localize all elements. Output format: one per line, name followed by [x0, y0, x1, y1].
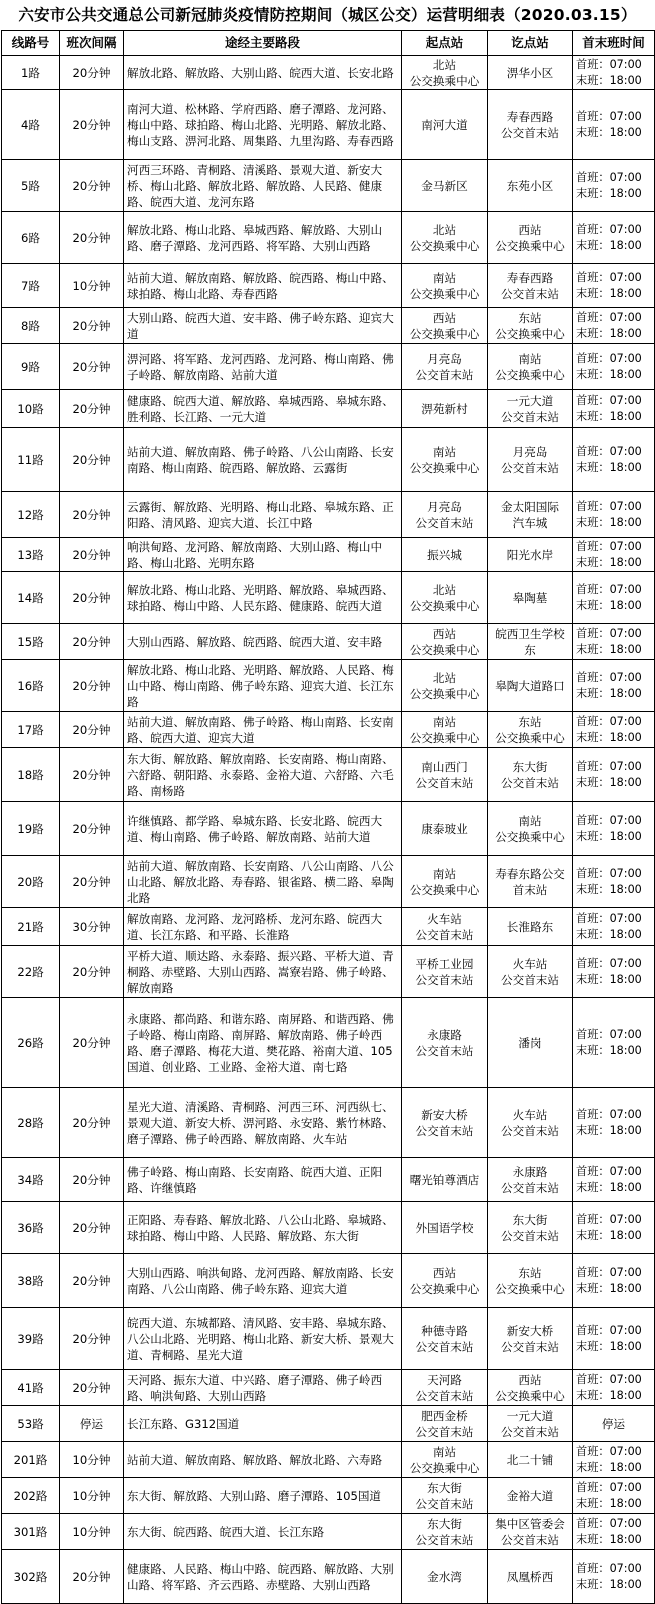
- end-station-cell: 皖西卫生学校东: [488, 624, 573, 660]
- route-cell: 解放北路、梅山北路、光明路、解放路、人民路、梅山中路、梅山南路、佛子岭东路、迎宾大道、长江东路: [124, 660, 402, 712]
- first-bus-time: 首班：07:00: [576, 1516, 642, 1530]
- service-times-cell: [573, 1088, 655, 1158]
- first-bus-time: 首班：07:00: [576, 956, 642, 970]
- end-station-cell: 皋陶墓: [488, 572, 573, 624]
- first-bus-time: 首班：07:00: [576, 1164, 642, 1178]
- start-station-cell: 月亮岛 公交首末站: [402, 344, 488, 390]
- table-row: [2, 748, 655, 802]
- end-station-cell: 东站 公交换乘中心: [488, 712, 573, 748]
- interval-cell: 20分钟: [60, 660, 124, 712]
- interval-cell: 20分钟: [60, 1202, 124, 1254]
- route-cell: 天河路、振东大道、中兴路、磨子潭路、佛子岭西路、响洪甸路、大别山西路: [124, 1370, 402, 1406]
- start-station-cell: 西站 公交换乘中心: [402, 308, 488, 344]
- interval-cell: 20分钟: [60, 212, 124, 264]
- start-station-cell: 曙光铂尊酒店: [402, 1158, 488, 1202]
- table-row: [2, 90, 655, 160]
- first-bus-time: 首班：07:00: [576, 1561, 642, 1575]
- start-station-cell: 肥西金桥 公交首末站: [402, 1406, 488, 1442]
- line-number-cell: 12路: [2, 492, 60, 538]
- interval-cell: 20分钟: [60, 492, 124, 538]
- end-station-cell: 新安大桥 公交首末站: [488, 1308, 573, 1370]
- first-bus-time: 首班：07:00: [576, 222, 642, 236]
- end-station-cell: 东站 公交换乘中心: [488, 308, 573, 344]
- service-times-cell: [573, 1550, 655, 1604]
- line-number-cell: 11路: [2, 428, 60, 492]
- start-station-cell: 南站 公交换乘中心: [402, 712, 488, 748]
- table-header-row: [2, 31, 655, 56]
- line-number-cell: 10路: [2, 390, 60, 428]
- service-times-cell: [573, 624, 655, 660]
- table-row: [2, 802, 655, 856]
- first-bus-time: 首班：07:00: [576, 582, 642, 596]
- table-row: [2, 160, 655, 212]
- start-station-cell: 北站 公交换乘中心: [402, 660, 488, 712]
- last-bus-time: 末班：18:00: [576, 515, 642, 529]
- start-station-cell: 平桥工业园 公交首末站: [402, 946, 488, 998]
- service-times-cell: [573, 160, 655, 212]
- table-row: [2, 1370, 655, 1406]
- header-end-station: 讫点站: [488, 31, 573, 56]
- first-bus-time: 首班：07:00: [576, 759, 642, 773]
- table-row: [2, 856, 655, 908]
- first-bus-time: 首班：07:00: [576, 1372, 642, 1386]
- table-row: [2, 538, 655, 572]
- line-number-cell: 9路: [2, 344, 60, 390]
- interval-cell: 20分钟: [60, 1254, 124, 1308]
- start-station-cell: 南山西门 公交首末站: [402, 748, 488, 802]
- table-row: [2, 492, 655, 538]
- first-bus-time: 首班：07:00: [576, 170, 642, 184]
- line-number-cell: 39路: [2, 1308, 60, 1370]
- route-cell: 站前大道、解放南路、长安南路、八公山南路、八公山北路、解放北路、寿春路、银雀路、横二路、皋陶北路: [124, 856, 402, 908]
- line-number-cell: 21路: [2, 908, 60, 946]
- last-bus-time: 末班：18:00: [576, 1180, 642, 1194]
- first-bus-time: 首班：07:00: [576, 539, 642, 553]
- interval-cell: 30分钟: [60, 908, 124, 946]
- table-row: [2, 1442, 655, 1478]
- table-row: [2, 1406, 655, 1442]
- route-cell: 解放南路、龙河路、龙河路桥、龙河东路、皖西大道、长江东路、和平路、长淮路: [124, 908, 402, 946]
- table-row: [2, 998, 655, 1088]
- last-bus-time: 末班：18:00: [576, 686, 642, 700]
- route-cell: 南河大道、松林路、学府西路、磨子潭路、龙河路、梅山中路、球拍路、梅山北路、光明路、解放北路、梅山支路、淠河北路、周集路、九里沟路、寿春西路: [124, 90, 402, 160]
- interval-cell: 20分钟: [60, 390, 124, 428]
- table-row: [2, 308, 655, 344]
- header-service-times: 首末班时间: [573, 31, 655, 56]
- route-cell: 解放北路、梅山北路、皋城西路、解放路、大别山路、磨子潭路、龙河西路、将军路、大别山西路: [124, 212, 402, 264]
- table-row: [2, 1254, 655, 1308]
- route-cell: 东大街、解放路、解放南路、长安南路、梅山南路、六舒路、朝阳路、永泰路、金裕大道、六舒路、六毛路、南杨路: [124, 748, 402, 802]
- route-cell: 大别山西路、响洪甸路、龙河西路、解放南路、长安南路、八公山南路、佛子岭东路、迎宾大道: [124, 1254, 402, 1308]
- interval-cell: 停运: [60, 1406, 124, 1442]
- start-station-cell: 天河路 公交首末站: [402, 1370, 488, 1406]
- start-station-cell: 南站 公交换乘中心: [402, 264, 488, 308]
- end-station-cell: 潘岗: [488, 998, 573, 1088]
- last-bus-time: 末班：18:00: [576, 730, 642, 744]
- first-bus-time: 首班：07:00: [576, 866, 642, 880]
- interval-cell: 20分钟: [60, 90, 124, 160]
- table-row: [2, 660, 655, 712]
- table-row: [2, 1158, 655, 1202]
- service-times-cell: [573, 390, 655, 428]
- table-row: [2, 390, 655, 428]
- service-times-cell: [573, 344, 655, 390]
- line-number-cell: 302路: [2, 1550, 60, 1604]
- start-station-cell: 南站 公交换乘中心: [402, 856, 488, 908]
- service-times-cell: [573, 1202, 655, 1254]
- route-cell: 站前大道、解放南路、佛子岭路、八公山南路、长安南路、梅山南路、皖西路、解放路、云露街: [124, 428, 402, 492]
- end-station-cell: 西站 公交换乘中心: [488, 1370, 573, 1406]
- line-number-cell: 15路: [2, 624, 60, 660]
- last-bus-time: 末班：18:00: [576, 286, 642, 300]
- header-interval: 班次间隔: [60, 31, 124, 56]
- route-cell: 东大街、皖西路、皖西大道、长江东路: [124, 1514, 402, 1550]
- start-station-cell: 火车站 公交首末站: [402, 908, 488, 946]
- route-cell: 解放北路、解放路、大别山路、皖西大道、长安北路: [124, 56, 402, 90]
- last-bus-time: 末班：18:00: [576, 409, 642, 423]
- end-station-cell: 一元大道 公交首末站: [488, 1406, 573, 1442]
- first-bus-time: 首班：07:00: [576, 310, 642, 324]
- interval-cell: 20分钟: [60, 1088, 124, 1158]
- start-station-cell: 种德寺路 公交首末站: [402, 1308, 488, 1370]
- last-bus-time: 末班：18:00: [576, 1496, 642, 1510]
- route-cell: 长江东路、G312国道: [124, 1406, 402, 1442]
- route-cell: 大别山西路、解放路、皖西路、皖西大道、安丰路: [124, 624, 402, 660]
- service-times-cell: [573, 538, 655, 572]
- first-bus-time: 首班：07:00: [576, 714, 642, 728]
- last-bus-time: 末班：18:00: [576, 927, 642, 941]
- table-row: [2, 56, 655, 90]
- end-station-cell: 北二十铺: [488, 1442, 573, 1478]
- line-number-cell: 19路: [2, 802, 60, 856]
- line-number-cell: 7路: [2, 264, 60, 308]
- route-cell: 健康路、人民路、梅山中路、皖西路、解放路、大别山路、将军路、齐云西路、赤壁路、大别山西路: [124, 1550, 402, 1604]
- end-station-cell: 寿春西路 公交首末站: [488, 90, 573, 160]
- interval-cell: 20分钟: [60, 572, 124, 624]
- start-station-cell: 金马新区: [402, 160, 488, 212]
- line-number-cell: 14路: [2, 572, 60, 624]
- interval-cell: 20分钟: [60, 56, 124, 90]
- route-cell: 河西三环路、青桐路、清溪路、景观大道、新安大桥、梅山北路、解放北路、解放路、人民路、健康路、皖西大道、龙河东路: [124, 160, 402, 212]
- first-bus-time: 首班：07:00: [576, 1265, 642, 1279]
- end-station-cell: 阳光水岸: [488, 538, 573, 572]
- interval-cell: 10分钟: [60, 1514, 124, 1550]
- service-times-cell: [573, 946, 655, 998]
- last-bus-time: 末班：18:00: [576, 829, 642, 843]
- interval-cell: 20分钟: [60, 624, 124, 660]
- last-bus-time: 末班：18:00: [576, 367, 642, 381]
- table-row: [2, 1088, 655, 1158]
- line-number-cell: 301路: [2, 1514, 60, 1550]
- interval-cell: 20分钟: [60, 308, 124, 344]
- start-station-cell: 南河大道: [402, 90, 488, 160]
- table-row: [2, 344, 655, 390]
- start-station-cell: 南站 公交换乘中心: [402, 1442, 488, 1478]
- last-bus-time: 末班：18:00: [576, 326, 642, 340]
- service-times-cell: [573, 428, 655, 492]
- table-row: [2, 572, 655, 624]
- start-station-cell: 南站 公交换乘中心: [402, 428, 488, 492]
- line-number-cell: 4路: [2, 90, 60, 160]
- first-bus-time: 首班：07:00: [576, 1480, 642, 1494]
- first-bus-time: 首班：07:00: [576, 1212, 642, 1226]
- service-times-cell: [573, 212, 655, 264]
- schedule-table: [1, 30, 655, 1604]
- route-cell: 东大街、解放路、大别山路、磨子潭路、105国道: [124, 1478, 402, 1514]
- interval-cell: 20分钟: [60, 946, 124, 998]
- end-station-cell: 东大街 公交首末站: [488, 1202, 573, 1254]
- service-times-cell: [573, 802, 655, 856]
- service-times-cell: [573, 748, 655, 802]
- service-times-cell: [573, 572, 655, 624]
- route-cell: 许继慎路、都学路、皋城东路、长安北路、皖西大道、梅山南路、佛子岭路、解放南路、站前大道: [124, 802, 402, 856]
- end-station-cell: 皋陶大道路口: [488, 660, 573, 712]
- end-station-cell: 火车站 公交首末站: [488, 946, 573, 998]
- line-number-cell: 8路: [2, 308, 60, 344]
- line-number-cell: 20路: [2, 856, 60, 908]
- end-station-cell: 东大街 公交首末站: [488, 748, 573, 802]
- interval-cell: 20分钟: [60, 802, 124, 856]
- start-station-cell: 淠苑新村: [402, 390, 488, 428]
- end-station-cell: 南站 公交换乘中心: [488, 344, 573, 390]
- last-bus-time: 末班：18:00: [576, 882, 642, 896]
- service-times-cell: [573, 712, 655, 748]
- route-cell: 淠河路、将军路、龙河西路、龙河路、梅山南路、佛子岭路、解放南路、站前大道: [124, 344, 402, 390]
- last-bus-time: 末班：18:00: [576, 1123, 642, 1137]
- last-bus-time: 末班：18:00: [576, 125, 642, 139]
- interval-cell: 20分钟: [60, 748, 124, 802]
- line-number-cell: 41路: [2, 1370, 60, 1406]
- last-bus-time: 末班：18:00: [576, 1460, 642, 1474]
- header-start-station: 起点站: [402, 31, 488, 56]
- last-bus-time: 末班：18:00: [576, 460, 642, 474]
- table-row: [2, 1308, 655, 1370]
- end-station-cell: 金裕大道: [488, 1478, 573, 1514]
- route-cell: 星光大道、清溪路、青桐路、河西三环、河西纵七、景观大道、新安大桥、淠河路、永安路、紫竹林路、磨子潭路、佛子岭西路、解放南路、火车站: [124, 1088, 402, 1158]
- table-row: [2, 1478, 655, 1514]
- route-cell: 站前大道、解放南路、佛子岭路、梅山南路、长安南路、皖西大道、迎宾大道: [124, 712, 402, 748]
- line-number-cell: 6路: [2, 212, 60, 264]
- service-times-cell: [573, 308, 655, 344]
- service-times-cell: [573, 1514, 655, 1550]
- first-bus-time: 首班：07:00: [576, 499, 642, 513]
- first-bus-time: 首班：07:00: [576, 57, 642, 71]
- first-bus-time: 首班：07:00: [576, 109, 642, 123]
- interval-cell: 20分钟: [60, 1158, 124, 1202]
- first-bus-time: 首班：07:00: [576, 911, 642, 925]
- end-station-cell: 长淮路东: [488, 908, 573, 946]
- last-bus-time: 末班：18:00: [576, 1339, 642, 1353]
- end-station-cell: 寿春东路公交 首末站: [488, 856, 573, 908]
- end-station-cell: 寿春西路 公交首末站: [488, 264, 573, 308]
- first-bus-time: 首班：07:00: [576, 813, 642, 827]
- route-cell: 永康路、都尚路、和谐东路、南屏路、和谐西路、佛子岭路、梅山南路、南屏路、解放南路、佛子岭西路、磨子潭路、梅花大道、樊花路、裕南大道、105国道、创业路、工业路、金裕大道、南七路: [124, 998, 402, 1088]
- start-station-cell: 东大街 公交首末站: [402, 1478, 488, 1514]
- first-bus-time: 首班：07:00: [576, 393, 642, 407]
- end-station-cell: 集中区管委会 公交首末站: [488, 1514, 573, 1550]
- route-cell: 站前大道、解放南路、解放路、解放北路、六寿路: [124, 1442, 402, 1478]
- table-row: [2, 946, 655, 998]
- last-bus-time: 末班：18:00: [576, 972, 642, 986]
- service-times-cell: 停运: [573, 1406, 655, 1442]
- last-bus-time: 末班：18:00: [576, 598, 642, 612]
- line-number-cell: 17路: [2, 712, 60, 748]
- route-cell: 解放北路、梅山北路、光明路、解放路、皋城西路、球拍路、梅山中路、人民东路、健康路、皖西大道: [124, 572, 402, 624]
- route-cell: 响洪甸路、龙河路、解放南路、大别山路、梅山中路、梅山北路、光明东路: [124, 538, 402, 572]
- line-number-cell: 22路: [2, 946, 60, 998]
- line-number-cell: 18路: [2, 748, 60, 802]
- table-row: [2, 624, 655, 660]
- start-station-cell: 北站 公交换乘中心: [402, 56, 488, 90]
- route-cell: 皖西大道、东城都路、清风路、安丰路、皋城东路、八公山北路、光明路、梅山北路、新安大桥、景观大道、青桐路、星光大道: [124, 1308, 402, 1370]
- service-times-cell: [573, 1158, 655, 1202]
- start-station-cell: 西站 公交换乘中心: [402, 1254, 488, 1308]
- last-bus-time: 末班：18:00: [576, 1388, 642, 1402]
- route-cell: 云露街、解放路、光明路、梅山北路、皋城东路、正阳路、清风路、迎宾大道、长江中路: [124, 492, 402, 538]
- last-bus-time: 末班：18:00: [576, 73, 642, 87]
- route-cell: 正阳路、寿春路、解放北路、八公山北路、皋城路、球拍路、梅山中路、人民路、解放路、东大街: [124, 1202, 402, 1254]
- service-times-cell: [573, 90, 655, 160]
- line-number-cell: 1路: [2, 56, 60, 90]
- service-times-cell: [573, 856, 655, 908]
- service-times-cell: [573, 1442, 655, 1478]
- line-number-cell: 34路: [2, 1158, 60, 1202]
- last-bus-time: 末班：18:00: [576, 238, 642, 252]
- end-station-cell: 永康路 公交首末站: [488, 1158, 573, 1202]
- end-station-cell: 东站 公交换乘中心: [488, 1254, 573, 1308]
- interval-cell: 20分钟: [60, 856, 124, 908]
- interval-cell: 20分钟: [60, 428, 124, 492]
- first-bus-time: 首班：07:00: [576, 1107, 642, 1121]
- line-number-cell: 38路: [2, 1254, 60, 1308]
- line-number-cell: 202路: [2, 1478, 60, 1514]
- start-station-cell: 西站 公交换乘中心: [402, 624, 488, 660]
- header-line-no: 线路号: [2, 31, 60, 56]
- table-row: [2, 1514, 655, 1550]
- interval-cell: 10分钟: [60, 264, 124, 308]
- last-bus-time: 末班：18:00: [576, 1228, 642, 1242]
- interval-cell: 20分钟: [60, 998, 124, 1088]
- first-bus-time: 首班：07:00: [576, 1323, 642, 1337]
- service-times-cell: [573, 1370, 655, 1406]
- interval-cell: 20分钟: [60, 1308, 124, 1370]
- end-station-cell: 淠华小区: [488, 56, 573, 90]
- start-station-cell: 东大街 公交首末站: [402, 1514, 488, 1550]
- table-row: [2, 712, 655, 748]
- line-number-cell: 13路: [2, 538, 60, 572]
- service-times-cell: [573, 56, 655, 90]
- table-row: [2, 1550, 655, 1604]
- end-station-cell: 火车站 公交首末站: [488, 1088, 573, 1158]
- route-cell: 佛子岭路、梅山南路、长安南路、皖西大道、正阳路、许继慎路: [124, 1158, 402, 1202]
- service-times-cell: [573, 660, 655, 712]
- first-bus-time: 首班：07:00: [576, 626, 642, 640]
- service-times-cell: [573, 492, 655, 538]
- last-bus-time: 末班：18:00: [576, 1577, 642, 1591]
- interval-cell: 20分钟: [60, 1550, 124, 1604]
- last-bus-time: 末班：18:00: [576, 186, 642, 200]
- interval-cell: 20分钟: [60, 712, 124, 748]
- interval-cell: 20分钟: [60, 1370, 124, 1406]
- end-station-cell: 凤凰桥西: [488, 1550, 573, 1604]
- last-bus-time: 末班：18:00: [576, 555, 642, 569]
- end-station-cell: 东苑小区: [488, 160, 573, 212]
- line-number-cell: 53路: [2, 1406, 60, 1442]
- route-cell: 健康路、皖西大道、解放路、皋城西路、皋城东路、胜利路、长江路、一元大道: [124, 390, 402, 428]
- last-bus-time: 末班：18:00: [576, 1043, 642, 1057]
- table-row: [2, 908, 655, 946]
- route-cell: 平桥大道、顺达路、永泰路、振兴路、平桥大道、青桐路、赤壁路、大别山西路、嵩寮岩路、佛子岭路、解放南路: [124, 946, 402, 998]
- start-station-cell: 振兴城: [402, 538, 488, 572]
- line-number-cell: 5路: [2, 160, 60, 212]
- line-number-cell: 201路: [2, 1442, 60, 1478]
- table-row: [2, 1202, 655, 1254]
- start-station-cell: 康泰玻业: [402, 802, 488, 856]
- page-title: 六安市公共交通总公司新冠肺炎疫情防控期间（城区公交）运营明细表（2020.03.15）: [18, 6, 637, 24]
- interval-cell: 10分钟: [60, 1478, 124, 1514]
- start-station-cell: 外国语学校: [402, 1202, 488, 1254]
- first-bus-time: 首班：07:00: [576, 1444, 642, 1458]
- service-times-cell: [573, 998, 655, 1088]
- end-station-cell: 西站 公交换乘中心: [488, 212, 573, 264]
- first-bus-time: 首班：07:00: [576, 670, 642, 684]
- service-times-cell: [573, 1478, 655, 1514]
- first-bus-time: 首班：07:00: [576, 351, 642, 365]
- line-number-cell: 26路: [2, 998, 60, 1088]
- route-cell: 站前大道、解放南路、解放路、皖西路、梅山中路、球拍路、梅山北路、寿春西路: [124, 264, 402, 308]
- table-row: [2, 212, 655, 264]
- last-bus-time: 末班：18:00: [576, 642, 642, 656]
- end-station-cell: 一元大道 公交首末站: [488, 390, 573, 428]
- last-bus-time: 末班：18:00: [576, 1532, 642, 1546]
- line-number-cell: 28路: [2, 1088, 60, 1158]
- start-station-cell: 新安大桥 公交首末站: [402, 1088, 488, 1158]
- start-station-cell: 永康路 公交首末站: [402, 998, 488, 1088]
- start-station-cell: 月亮岛 公交首末站: [402, 492, 488, 538]
- line-number-cell: 36路: [2, 1202, 60, 1254]
- start-station-cell: 金水湾: [402, 1550, 488, 1604]
- header-route: 途经主要路段: [124, 31, 402, 56]
- last-bus-time: 末班：18:00: [576, 1281, 642, 1295]
- interval-cell: 20分钟: [60, 160, 124, 212]
- first-bus-time: 首班：07:00: [576, 1027, 642, 1041]
- table-row: [2, 428, 655, 492]
- end-station-cell: 月亮岛 公交首末站: [488, 428, 573, 492]
- route-cell: 大别山路、皖西大道、安丰路、佛子岭东路、迎宾大道: [124, 308, 402, 344]
- end-station-cell: 南站 公交换乘中心: [488, 802, 573, 856]
- table-row: [2, 264, 655, 308]
- start-station-cell: 北站 公交换乘中心: [402, 212, 488, 264]
- service-times-cell: [573, 1308, 655, 1370]
- first-bus-time: 首班：07:00: [576, 270, 642, 284]
- interval-cell: 20分钟: [60, 344, 124, 390]
- first-bus-time: 首班：07:00: [576, 444, 642, 458]
- service-times-cell: [573, 908, 655, 946]
- start-station-cell: 北站 公交换乘中心: [402, 572, 488, 624]
- end-station-cell: 金太阳国际 汽车城: [488, 492, 573, 538]
- line-number-cell: 16路: [2, 660, 60, 712]
- interval-cell: 10分钟: [60, 1442, 124, 1478]
- last-bus-time: 末班：18:00: [576, 775, 642, 789]
- service-times-cell: [573, 264, 655, 308]
- interval-cell: 20分钟: [60, 538, 124, 572]
- service-times-cell: [573, 1254, 655, 1308]
